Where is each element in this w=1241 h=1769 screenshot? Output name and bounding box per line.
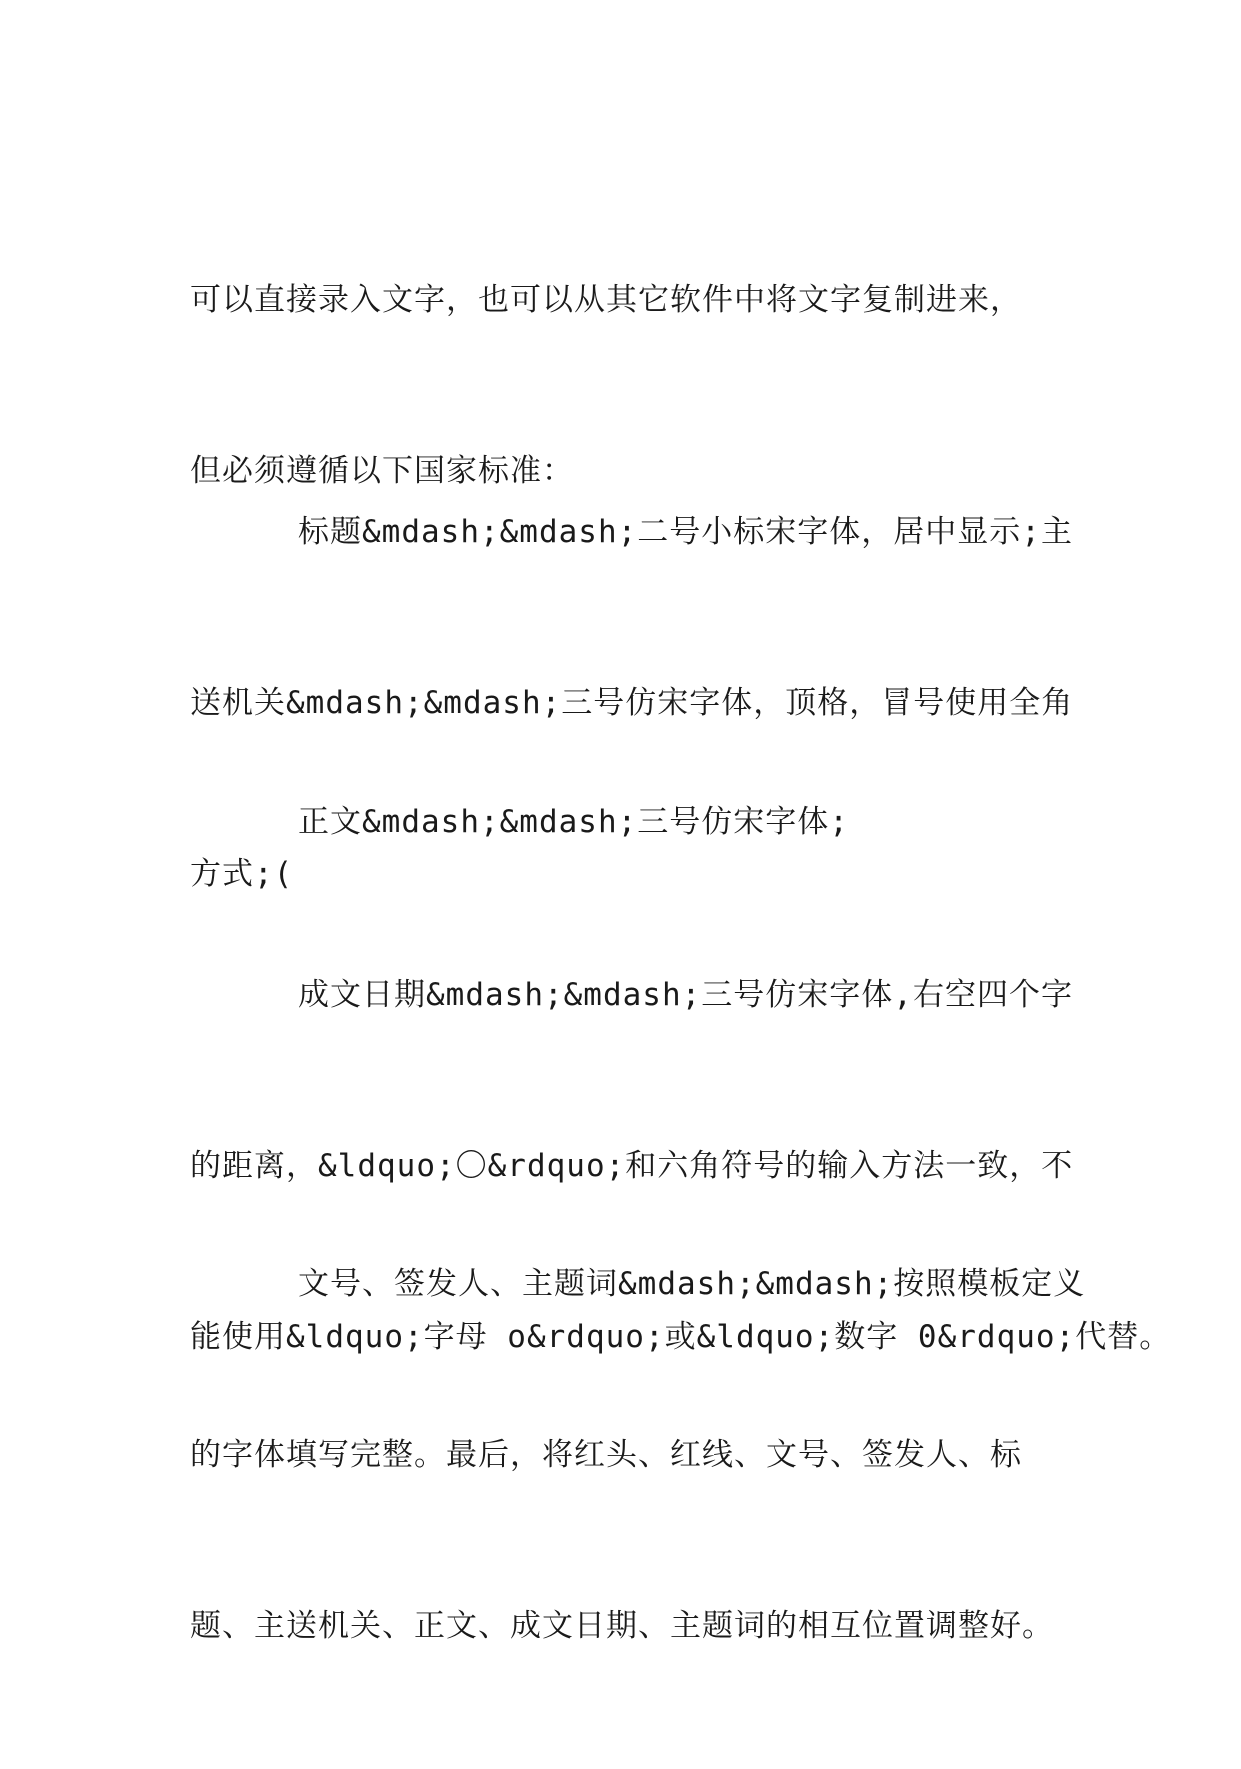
text-line: 成文日期&mdash;&mdash;三号仿宋字体,右空四个字 [298,977,1073,1013]
text-line: 标题&mdash;&mdash;二号小标宋字体，居中显示;主 [298,514,1073,550]
text-line: 方式;( [190,856,294,892]
text-line: 但必须遵循以下国家标准： [190,453,574,489]
text-line: 文号、签发人、主题词&mdash;&mdash;按照模板定义 [298,1266,1086,1302]
paragraph-final-rules [190,1142,1172,1769]
text-line: 的距离，&ldquo;〇&rdquo;和六角符号的输入方法一致，不 [190,1148,1074,1184]
text-line: 能使用&ldquo;字母 o&rdquo;或&ldquo;数字 0&rdquo;代替。 [190,1319,1172,1355]
text-line: 的字体填写完整。最后，将红头、红线、文号、签发人、标 [190,1437,1022,1473]
text-line: 送机关&mdash;&mdash;三号仿宋字体，顶格，冒号使用全角 [190,685,1074,721]
text-line: 正文&mdash;&mdash;三号仿宋字体; [298,804,849,840]
text-line: 题、主送机关、正文、成文日期、主题词的相互位置调整好。 [190,1608,1054,1644]
text-line: 可以直接录入文字，也可以从其它软件中将文字复制进来， [190,282,1022,318]
